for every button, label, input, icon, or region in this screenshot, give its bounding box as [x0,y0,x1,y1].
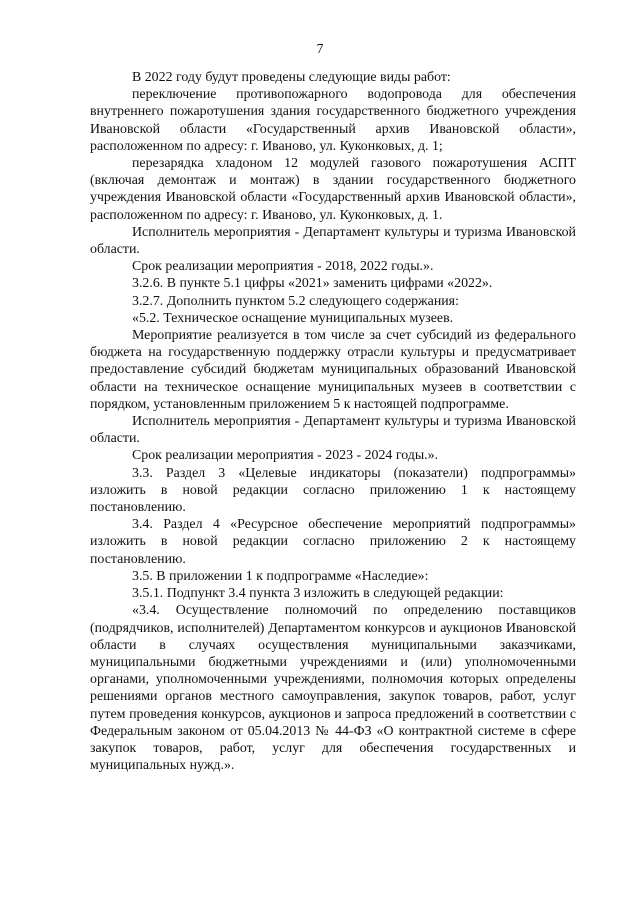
paragraph-3-4: 3.4. Раздел 4 «Ресурсное обеспечение мероприятий подпрограммы» изложить в новой редакции согласно приложению 2 к настоящему постановлению. [90,517,576,567]
paragraph-3-5: 3.5. В приложении 1 к подпрограмме «Наследие»: [132,568,429,584]
paragraph-term: Срок реализации мероприятия - 2018, 2022 годы.». [132,259,434,275]
paragraph-3-3: 3.3. Раздел 3 «Целевые индикаторы (показатели) подпрограммы» изложить в новой редакции согласно приложению 1 к настоящему постановлению. [90,465,576,516]
document-body [90,69,576,774]
paragraph-executor-2: Исполнитель мероприятия - Департамент культуры и туризма Ивановской области. [90,414,576,447]
paragraph-executor: Исполнитель мероприятия - Департамент культуры и туризма Ивановской области. [90,224,576,258]
paragraph-fire-water-supply: переключение противопожарного водопровода для обеспечения внутреннего пожаротушения здания государственного бюджетного учреждения Ивановской области «Государственный архив Ивановской области», расположенном по адресу: г. Иваново, ул. Куконковых, д. 1; [90,87,576,154]
paragraph-5-2-title: «5.2. Техническое оснащение муниципальных музеев. [132,310,454,326]
paragraph-5-2-subsidies: Мероприятие реализуется в том числе за счет субсидий из федерального бюджета на государственную поддержку отрасли культуры и предусматривает предоставление субсидий бюджетам муниципальных образований Ивановской области на техническое оснащение муниципальных музеев в соответствии с порядком, установленным приложением 5 к настоящей подпрограмме. [90,328,576,412]
paragraph-gas-fire-modules: перезарядка хладоном 12 модулей газового пожаротушения АСПТ (включая демонтаж и монтаж) в здании государственного бюджетного учреждения Ивановской области «Государственный архив Ивановской области», расположенном по адресу: г. Иваново, ул. Куконковых, д. 1. [90,156,576,223]
paragraph-term-2: Срок реализации мероприятия - 2023 - 2024 годы.». [132,448,439,464]
paragraph-3-5-1: 3.5.1. Подпункт 3.4 пункта 3 изложить в следующей редакции: [132,586,504,602]
paragraph-3-2-6: 3.2.6. В пункте 5.1 цифры «2021» заменить цифрами «2022». [132,276,493,292]
paragraph-works-intro: В 2022 году будут проведены следующие виды работ: [132,70,451,85]
paragraph-3-4-powers: «3.4. Осуществление полномочий по определению поставщиков (подрядчиков, исполнителей) Департаментом конкурсов и аукционов Ивановской области в случаях осуществления муниципальными заказчиками, муниципальными бюджетными учреждениями и (или) уполномоченными органами, уполномоченными учреждениями, полномочия которых определены решениями органов местного самоуправления, закупок товаров, работ, услуг путем проведения конкурсов, аукционов и запроса предложений в соответствии с Федеральным законом от 05.04.2013 № 44-ФЗ «О контрактной системе в сфере закупок товаров, работ, услуг для обеспечения государственных и муниципальных нужд.». [90,603,576,774]
page-number: 7 [316,41,324,56]
paragraph-3-2-7: 3.2.7. Дополнить пунктом 5.2 следующего содержания: [132,293,459,309]
